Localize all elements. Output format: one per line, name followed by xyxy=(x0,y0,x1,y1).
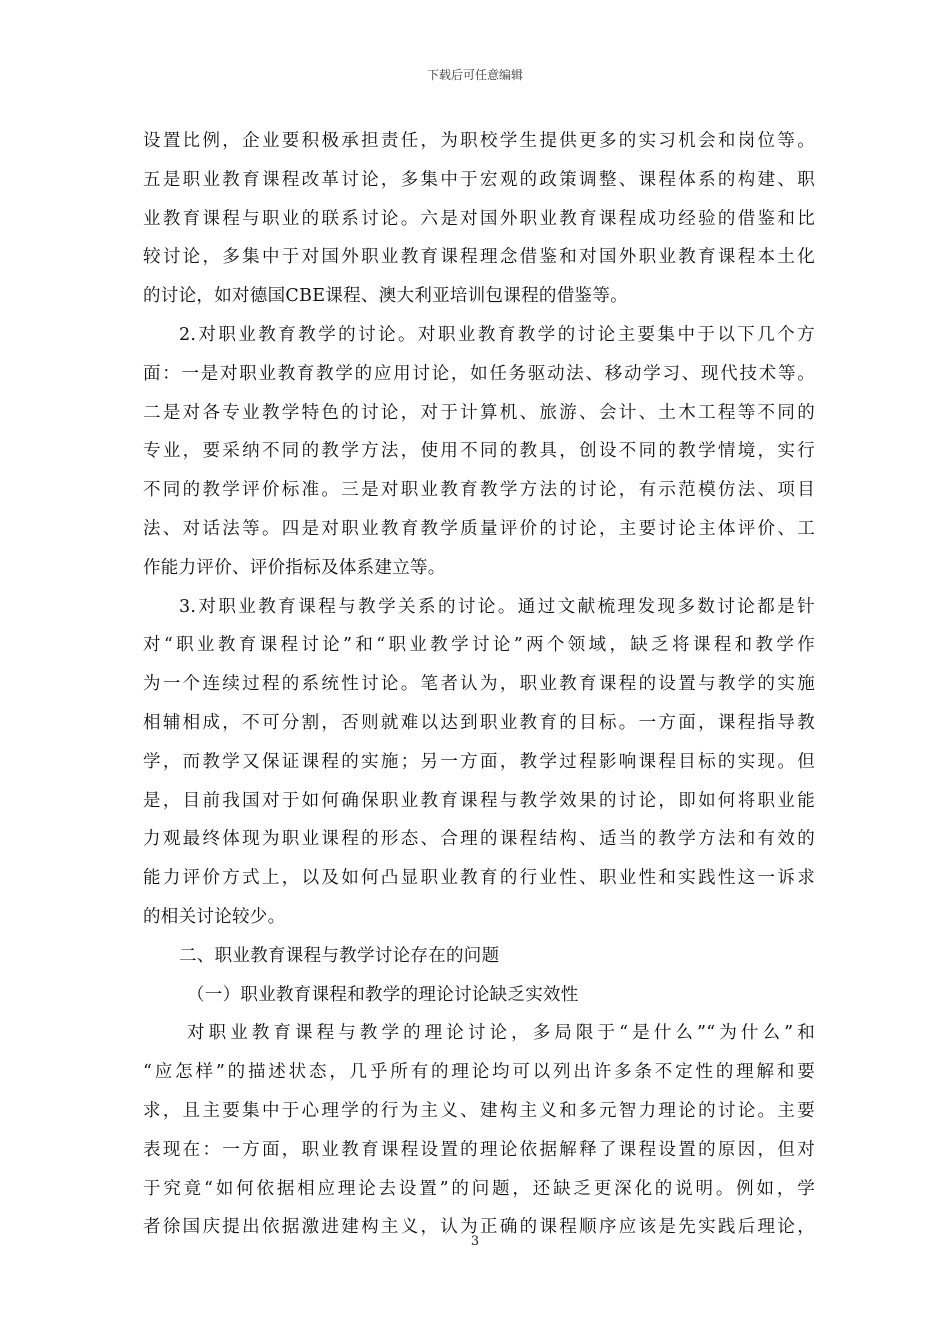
body-line: 面：一是对职业教育教学的应用讨论，如任务驱动法、移动学习、现代技术等。 xyxy=(143,363,815,384)
body-line: 二是对各专业教学特色的讨论，对于计算机、旅游、会计、土木工程等不同的 xyxy=(143,402,815,423)
body-line: 是，目前我国对于如何确保职业教育课程与教学效果的讨论，即如何将职业能 xyxy=(143,790,815,811)
body-line: 业教育课程与职业的联系讨论。六是对国外职业教育课程成功经验的借鉴和比 xyxy=(143,208,815,229)
section-heading: 二、职业教育课程与教学讨论存在的问题 xyxy=(179,945,500,966)
body-line: 设置比例，企业要积极承担责任，为职校学生提供更多的实习机会和岗位等。 xyxy=(143,131,815,151)
body-line: 能力评价方式上，以及如何凸显职业教育的行业性、职业性和实践性这一诉求 xyxy=(143,868,815,889)
body-line: 不同的教学评价标准。三是对职业教育教学方法的讨论，有示范模仿法、项目 xyxy=(143,480,815,501)
body-line: 法、对话法等。四是对职业教育教学质量评价的讨论，主要讨论主体评价、工 xyxy=(143,518,815,539)
body-line: 较讨论，多集中于对国外职业教育课程理念借鉴和对国外职业教育课程本土化 xyxy=(143,247,815,268)
body-line: 3.对职业教育课程与教学关系的讨论。通过文献梳理发现多数讨论都是针 xyxy=(179,596,815,617)
body-line: 求，且主要集中于心理学的行为主义、建构主义和多元智力理论的讨论。主要 xyxy=(143,1100,815,1121)
body-line: 力观最终体现为职业课程的形态、合理的课程结构、适当的教学方法和有效的 xyxy=(143,829,815,850)
body-line: 对“职业教育课程讨论”和“职业教学讨论”两个领域，缺乏将课程和教学作 xyxy=(143,635,815,656)
body-line: 专业，要采纳不同的教学方法，使用不同的教具，创设不同的教学情境，实行 xyxy=(143,441,815,462)
body-line: 五是职业教育课程改革讨论，多集中于宏观的政策调整、课程体系的构建、职 xyxy=(143,169,815,190)
page-number: 3 xyxy=(470,1234,480,1249)
page-header: 下载后可任意编辑 xyxy=(426,68,523,82)
body-line: 的相关讨论较少。 xyxy=(143,906,286,927)
body-line: 者徐国庆提出依据激进建构主义，认为正确的课程顺序应该是先实践后理论， xyxy=(143,1217,815,1238)
body-line: “应怎样”的描述状态，几乎所有的理论均可以列出许多条不定性的理解和要 xyxy=(143,1062,815,1083)
body-line: 的讨论，如对德国CBE课程、澳大利亚培训包课程的借鉴等。 xyxy=(143,286,628,307)
body-line: 于究竟“如何依据相应理论去设置”的问题，还缺乏更深化的说明。例如，学 xyxy=(143,1178,815,1199)
body-line: 为一个连续过程的系统性讨论。笔者认为，职业教育课程的设置与教学的实施 xyxy=(143,674,815,695)
body-line: 2.对职业教育教学的讨论。对职业教育教学的讨论主要集中于以下几个方 xyxy=(179,324,815,345)
body-line: 学，而教学又保证课程的实施；另一方面，教学过程影响课程目标的实现。但 xyxy=(143,751,815,772)
body-line: 表现在：一方面，职业教育课程设置的理论依据解释了课程设置的原因，但对 xyxy=(143,1139,815,1160)
body-line: 对职业教育课程与教学的理论讨论，多局限于“是什么”“为什么”和 xyxy=(187,1023,815,1044)
subsection-heading: （一）职业教育课程和教学的理论讨论缺乏实效性 xyxy=(187,984,579,1005)
body-line: 相辅相成，不可分割，否则就难以达到职业教育的目标。一方面，课程指导教 xyxy=(143,712,815,733)
body-line: 作能力评价、评价指标及体系建立等。 xyxy=(143,557,446,578)
document-body xyxy=(143,122,815,1247)
